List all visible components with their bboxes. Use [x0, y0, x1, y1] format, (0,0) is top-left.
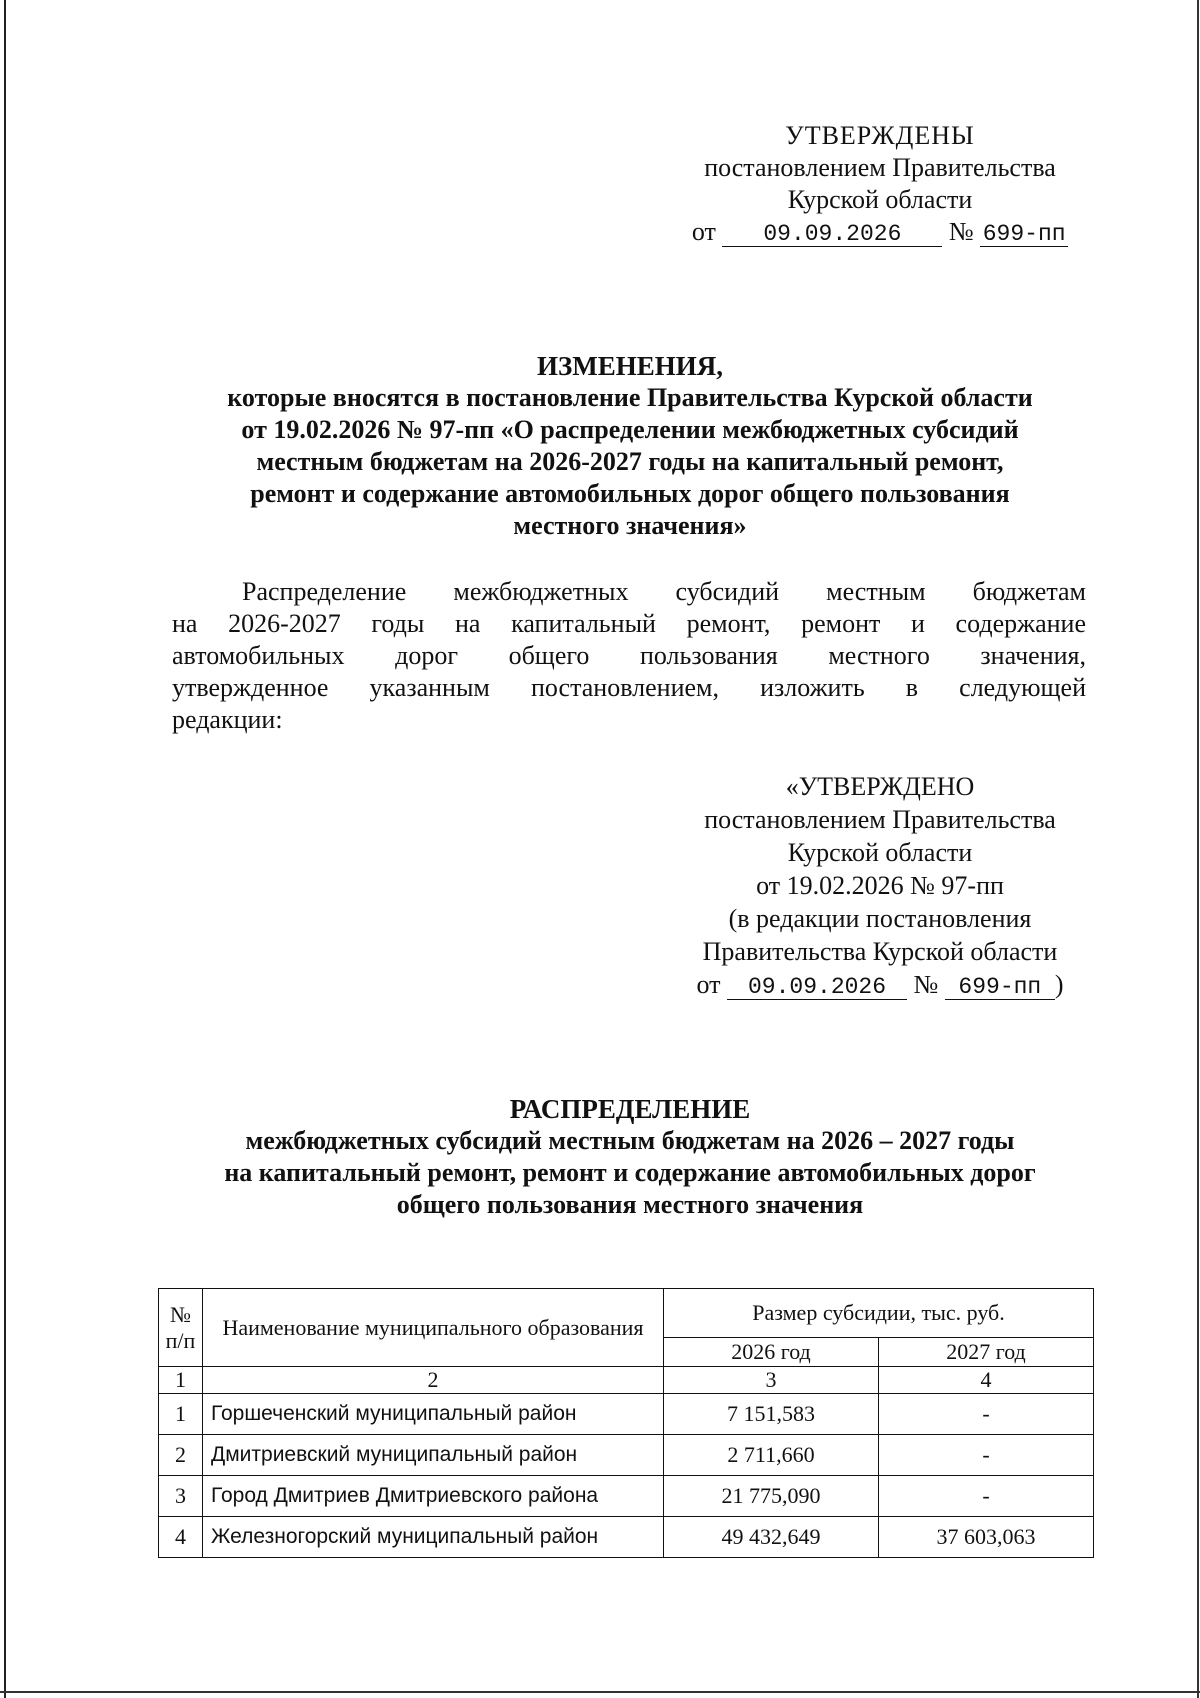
distribution-title-line: на капитальный ремонт, ремонт и содержание автомобильных дорог	[224, 1158, 1036, 1187]
row-name: Железногорский муниципальный район	[203, 1517, 664, 1558]
index-cell: 3	[664, 1367, 879, 1394]
row-name: Дмитриевский муниципальный район	[203, 1435, 664, 1476]
header-amount: Размер субсидии, тыс. руб.	[664, 1289, 1094, 1338]
header-name: Наименование муниципального образования	[203, 1289, 664, 1367]
approval-line-3: Курской области	[787, 185, 973, 214]
revision-date: 09.09.2026	[727, 975, 907, 1000]
index-cell: 2	[203, 1367, 664, 1394]
row-name: Горшеченский муниципальный район	[203, 1394, 664, 1435]
row-num: 3	[159, 1476, 203, 1517]
changes-title-line: ремонт и содержание автомобильных дорог общего пользования	[250, 479, 1010, 508]
row-2026: 2 711,660	[664, 1435, 879, 1476]
index-cell: 1	[159, 1367, 203, 1394]
row-num: 2	[159, 1435, 203, 1476]
table-header-row	[159, 1289, 1094, 1338]
paragraph-line: на 2026-2027 годы на капитальный ремонт, ремонт и содержание	[172, 609, 1086, 638]
row-2026: 7 151,583	[664, 1394, 879, 1435]
header-year-2027: 2027 год	[879, 1338, 1094, 1367]
changes-title-line: местного значения»	[513, 511, 747, 540]
table-row	[159, 1435, 1094, 1476]
changes-title-line: от 19.02.2026 № 97-пп «О распределении межбюджетных субсидий	[241, 415, 1019, 444]
changes-title	[170, 350, 1090, 542]
approval-number-prefix: №	[948, 217, 974, 246]
row-num: 1	[159, 1394, 203, 1435]
revision-heading: «УТВЕРЖДЕНО	[785, 772, 975, 801]
index-cell: 4	[879, 1367, 1094, 1394]
paragraph-line: автомобильных дорог общего пользования местного значения,	[172, 641, 1086, 670]
row-2026: 21 775,090	[664, 1476, 879, 1517]
table-index-row	[159, 1367, 1094, 1394]
header-year-2026: 2026 год	[664, 1338, 879, 1367]
approval-number: 699-пп	[980, 222, 1068, 247]
distribution-heading: РАСПРЕДЕЛЕНИЕ	[509, 1094, 751, 1124]
scan-edge-right	[1197, 0, 1199, 1698]
approval-heading: УТВЕРЖДЕНЫ	[785, 121, 975, 150]
distribution-title-line: общего пользования местного значения	[396, 1190, 864, 1219]
distribution-table	[158, 1288, 1094, 1558]
row-name: Город Дмитриев Дмитриевского района	[203, 1476, 664, 1517]
approval-date-prefix: от	[691, 217, 716, 246]
changes-title-line: местным бюджетам на 2026-2027 годы на капитальный ремонт,	[256, 447, 1004, 476]
approval-line-2: постановлением Правительства	[704, 153, 1056, 182]
header-num: № п/п	[159, 1289, 203, 1367]
distribution-title	[170, 1093, 1090, 1221]
scan-edge-bottom	[0, 1691, 1200, 1693]
table-row	[159, 1476, 1094, 1517]
body-paragraph	[172, 576, 1086, 736]
revision-line-4: от 19.02.2026 № 97-пп	[756, 871, 1004, 900]
revision-date-line	[680, 968, 1080, 1001]
row-2026: 49 432,649	[664, 1517, 879, 1558]
approval-block-revision	[680, 770, 1080, 1001]
changes-title-line: которые вносятся в постановление Правительства Курской области	[227, 383, 1033, 412]
row-num: 4	[159, 1517, 203, 1558]
approval-block	[690, 120, 1070, 248]
approval-date-line	[690, 216, 1070, 248]
paragraph-line: Распределение межбюджетных субсидий местным бюджетам	[242, 577, 1086, 606]
row-2027: 37 603,063	[879, 1517, 1094, 1558]
scan-edge-left	[4, 0, 6, 1698]
table-row	[159, 1394, 1094, 1435]
revision-line-3: Курской области	[787, 838, 973, 867]
revision-line-2: постановлением Правительства	[704, 805, 1056, 834]
revision-date-prefix: от	[696, 970, 721, 999]
row-2027: -	[879, 1394, 1094, 1435]
revision-number: 699-пп	[945, 975, 1055, 1000]
revision-number-prefix: №	[913, 970, 939, 999]
changes-heading: ИЗМЕНЕНИЯ,	[536, 351, 723, 381]
distribution-title-line: межбюджетных субсидий местным бюджетам на 2026 – 2027 годы	[245, 1126, 1015, 1155]
approval-date: 09.09.2026	[722, 222, 942, 247]
paragraph-line: редакции:	[172, 705, 283, 734]
revision-line-6: Правительства Курской области	[702, 937, 1058, 966]
revision-line-5: (в редакции постановления	[728, 904, 1032, 933]
row-2027: -	[879, 1476, 1094, 1517]
revision-closing-paren: )	[1054, 970, 1064, 999]
row-2027: -	[879, 1435, 1094, 1476]
table-row	[159, 1517, 1094, 1558]
paragraph-line: утвержденное указанным постановлением, изложить в следующей	[172, 673, 1086, 702]
